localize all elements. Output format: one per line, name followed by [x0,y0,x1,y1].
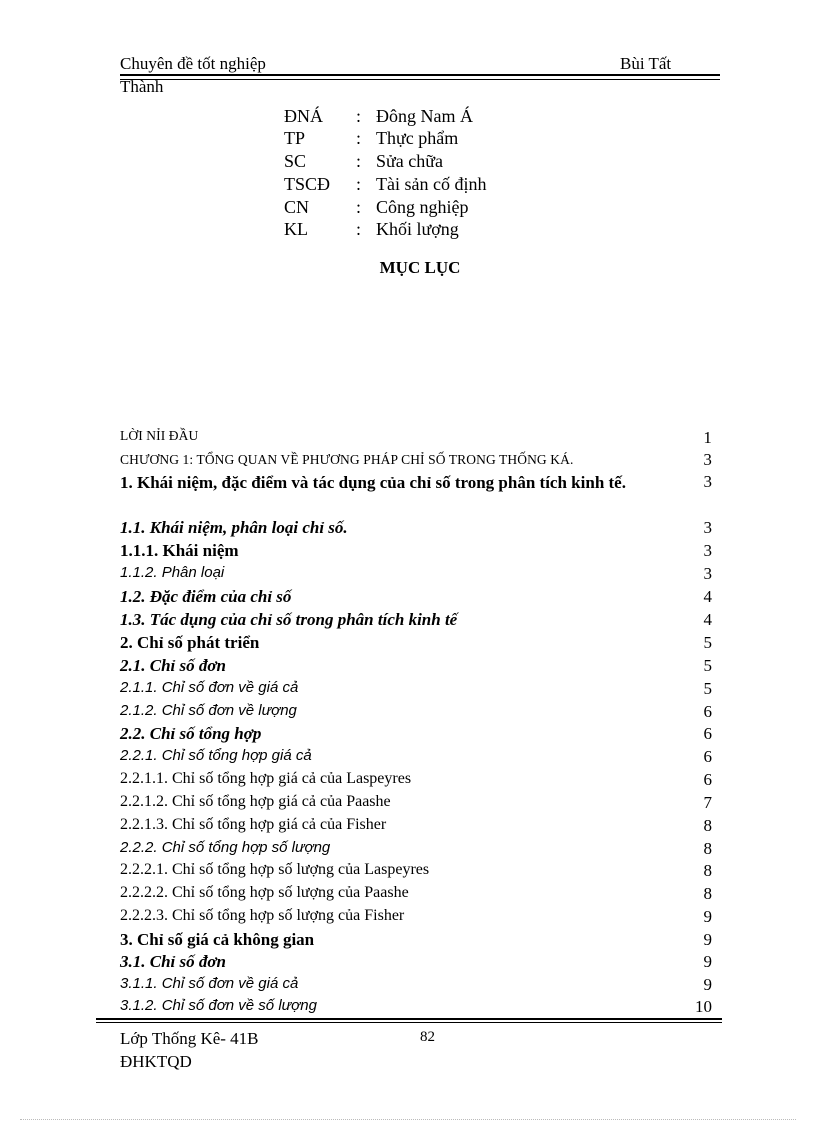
toc-entry-page: 3 [703,472,712,491]
toc-entry-page: 9 [703,907,712,926]
abbr-colon: : [356,128,362,148]
toc-entry-page: 8 [703,816,712,835]
abbr-key: ĐNÁ [284,106,323,126]
toc-entry-text: 2.2.1. Chỉ số tổng hợp giá cả [120,747,312,764]
toc-entry-page: 9 [703,952,712,971]
toc-entry[interactable] [120,679,712,702]
toc-entry-text: 2.2. Chỉ số tổng hợp [120,724,262,743]
toc-entry-text: 2.2.2.1. Chỉ số tổng hợp số lượng của Laspeyres [120,861,430,878]
toc-entry[interactable] [120,518,712,541]
toc-entry[interactable] [120,907,712,930]
toc-entry[interactable] [120,793,712,816]
toc-entry-page: 5 [703,633,712,652]
toc-entry-page: 3 [703,450,712,469]
header-rule-thin [120,79,720,80]
abbr-value: Thực phẩm [376,128,459,148]
toc-entry-text: 1.1. Khái niệm, phân loại chỉ số. [120,518,348,537]
toc-entry-page: 8 [703,839,712,858]
toc-entry-text: 1. Khái niệm, đặc điểm và tác dụng của chỉ số trong phân tích kinh tế. [120,473,626,492]
toc-entry[interactable] [120,975,712,998]
toc-entry-page: 3 [703,564,712,583]
toc-entry-page: 5 [703,656,712,675]
abbr-key: TSCĐ [284,174,331,194]
toc-entry-text: 2.1.2. Chỉ số đơn về lượng [120,702,297,719]
toc-entry-text: 3. Chỉ số giá cả không gian [120,930,315,949]
toc-entry-text: CHƯƠNG 1: TỔNG QUAN VỀ PHƯƠNG PHÁP CHỈ SỐ TRONG THỐNG KÁ. [120,452,574,467]
abbr-colon: : [356,219,362,239]
toc-entry-text: 1.1.1. Khái niệm [120,541,239,560]
abbr-key: TP [284,128,306,148]
toc-entry-page: 1 [703,428,712,447]
abbr-colon: : [356,174,362,194]
toc-entry[interactable] [120,587,712,610]
header-rule [120,74,720,76]
toc-entry-text: 1.1.2. Phân loại [120,564,225,581]
toc-entry-page: 8 [703,861,712,880]
abbr-value: Tài sản cố định [376,174,487,194]
toc-entry-page: 10 [695,997,712,1016]
abbr-key: SC [284,151,307,171]
abbr-value: Đông Nam Á [376,106,473,126]
abbr-colon: : [356,197,362,217]
toc-entry-page: 3 [703,518,712,537]
toc-entry-text: 1.3. Tác dụng của chỉ số trong phân tích kinh tế [120,610,458,629]
toc-entry-text: 2.2.2.2. Chỉ số tổng hợp số lượng của Paashe [120,884,409,901]
toc-entry-text: 3.1.2. Chỉ số đơn về số lượng [120,997,317,1014]
toc-entry-text: 2.2.1.2. Chỉ số tổng hợp giá cả của Paashe [120,793,391,810]
header-right: Bùi Tất [620,54,672,73]
toc-entry-page: 4 [703,587,712,606]
toc-entry-page: 6 [703,747,712,766]
toc-entry[interactable] [120,564,712,587]
toc-entry[interactable] [120,884,712,907]
toc-entry-page: 8 [703,884,712,903]
toc-entry-text: 2.1. Chỉ số đơn [120,656,226,675]
footer-rule [96,1018,722,1020]
toc-entry[interactable] [120,702,712,725]
toc-entry-page: 6 [703,724,712,743]
toc-entry-page: 9 [703,975,712,994]
toc-entry-text: 2. Chỉ số phát triển [120,633,260,652]
toc-entry[interactable] [120,997,712,1020]
footer-class: Lớp Thống Kê- 41B [120,1029,259,1048]
toc-entry[interactable] [120,861,712,884]
footer-page-number: 82 [420,1029,435,1045]
toc-entry-text: 2.2.2. Chỉ số tổng hợp số lượng [120,839,331,856]
abbr-value: Công nghiệp [376,197,469,217]
toc-entry-page: 6 [703,770,712,789]
toc-entry-text: 2.2.1.1. Chỉ số tổng hợp giá cả của Laspeyres [120,770,412,787]
toc-entry-page: 3 [703,541,712,560]
header-continuation: Thành [120,77,164,96]
toc-entry-text: LỜI NỈI ĐẦU [120,428,199,443]
toc-entry-text: 1.2. Đặc điểm của chỉ số [120,587,292,606]
header-left: Chuyên đề tốt nghiệp [120,54,266,73]
toc-entry[interactable] [120,747,712,770]
toc-entry-page: 5 [703,679,712,698]
toc-entry[interactable] [120,952,712,975]
toc-entry-text: 3.1.1. Chỉ số đơn về giá cả [120,975,299,992]
abbr-value: Sửa chữa [376,151,443,171]
toc-entry[interactable] [120,724,712,747]
abbr-colon: : [356,106,362,126]
footer-school: ĐHKTQD [120,1052,192,1071]
abbr-key: CN [284,197,310,217]
toc-entry[interactable] [120,428,712,451]
toc-entry-page: 7 [703,793,712,812]
toc-entry-text: 2.2.2.3. Chỉ số tổng hợp số lượng của Fisher [120,907,405,924]
toc-entry[interactable] [120,656,712,679]
abbr-colon: : [356,151,362,171]
toc-entry-page: 6 [703,702,712,721]
toc-entry[interactable] [120,839,712,862]
toc-entry[interactable] [120,930,712,953]
toc-entry-page: 4 [703,610,712,629]
page-bottom-dotted-line [20,1119,796,1120]
toc-entry-text: 2.2.1.3. Chỉ số tổng hợp giá cả của Fisher [120,816,387,833]
toc-entry[interactable] [120,633,712,656]
toc-entry-page: 9 [703,930,712,949]
footer-rule-thin [96,1022,722,1023]
toc-entry[interactable] [120,472,712,516]
toc-entry-text: 2.1.1. Chỉ số đơn về giá cả [120,679,299,696]
toc-title: MỤC LỤC [379,258,461,277]
abbr-key: KL [284,219,308,239]
toc-entry[interactable] [120,541,712,564]
abbr-value: Khối lượng [376,219,459,239]
toc-entry[interactable] [120,610,712,633]
toc-entry-text: 3.1. Chỉ số đơn [120,952,226,971]
toc-entry[interactable] [120,770,712,793]
toc-entry[interactable] [120,816,712,839]
